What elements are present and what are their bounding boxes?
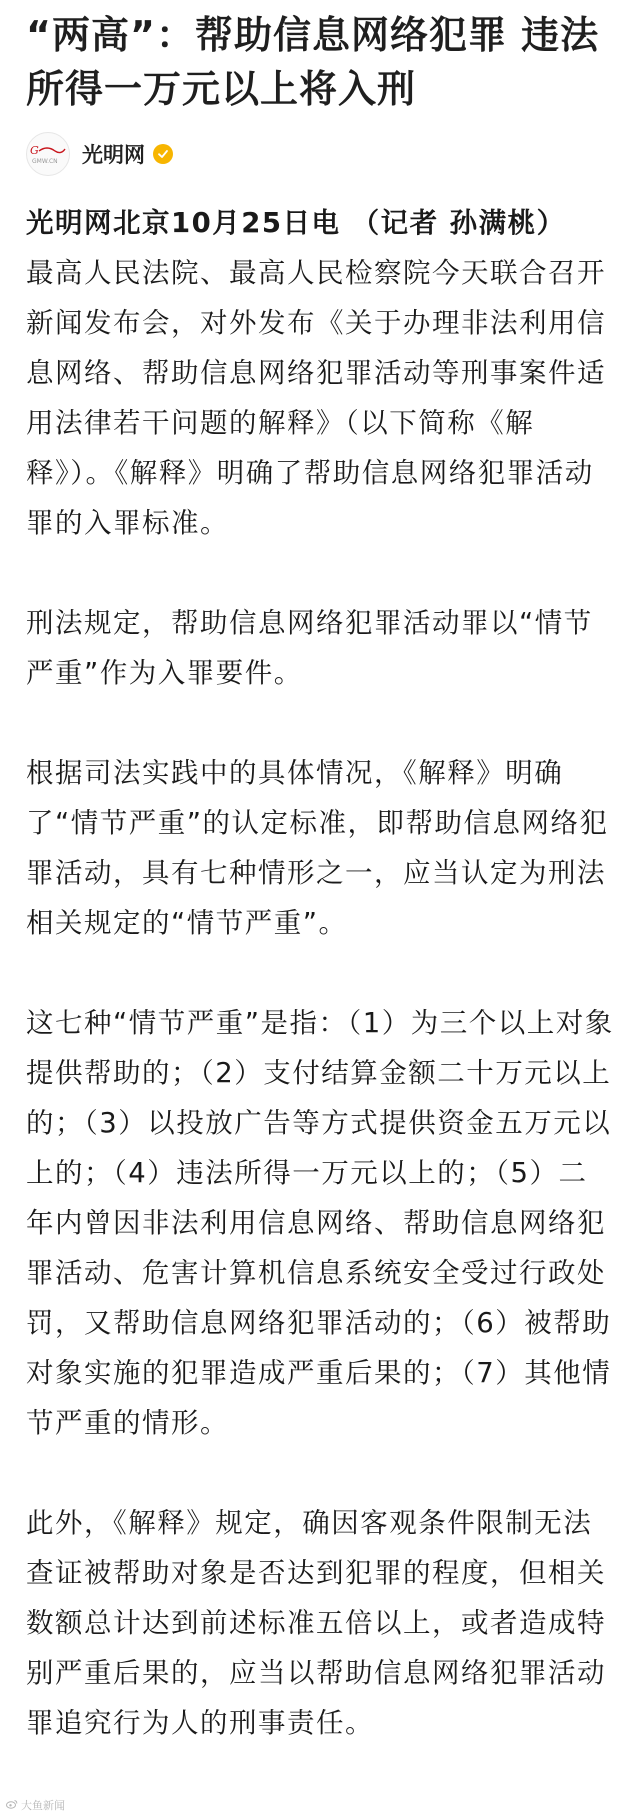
- paragraph-4: 这七种“情节严重”是指：（1）为三个以上对象提供帮助的；（2）支付结算金额二十万元以上的；（3）以投放广告等方式提供资金五万元以上的；（4）违法所得一万元以上的；（5）二年内曾因非法利用信息网络、帮助信息网络犯罪活动、危害计算机信息系统安全受过行政处罚，又帮助信息网络犯罪活动的；（6）被帮助对象实施的犯罪造成严重后果的；（7）其他情节严重的情形。: [26, 1007, 614, 1439]
- paragraph-1: [26, 198, 614, 548]
- article-body: [26, 198, 614, 1748]
- paragraph-text: 最高人民法院、最高人民检察院今天联合召开新闻发布会，对外发布《关于办理非法利用信息网络、帮助信息网络犯罪活动等刑事案件适用法律若干问题的解释》（以下简称《解释》）。《解释》明确了帮助信息网络犯罪活动罪的入罪标准。: [26, 257, 606, 539]
- svg-text:GMW.CN: GMW.CN: [32, 158, 58, 165]
- svg-text:G: G: [30, 144, 39, 157]
- paragraph-2: 刑法规定，帮助信息网络犯罪活动罪以“情节严重”作为入罪要件。: [26, 607, 593, 689]
- article-headline: “两高”：帮助信息网络犯罪 违法所得一万元以上将入刑: [26, 13, 600, 111]
- source-row[interactable]: [26, 132, 614, 176]
- dateline: 光明网北京10月25日电 （记者 孙满桃）: [26, 207, 566, 239]
- watermark: [6, 1797, 65, 1813]
- paragraph-3: 根据司法实践中的具体情况，《解释》明确了“情节严重”的认定标准，即帮助信息网络犯罪活动，具有七种情形之一，应当认定为刑法相关规定的“情节严重”。: [26, 757, 609, 939]
- verified-badge-icon: [153, 144, 173, 164]
- paragraph-5: 此外，《解释》规定，确因客观条件限制无法查证被帮助对象是否达到犯罪的程度，但相关数额总计达到前述标准五倍以上，或者造成特别严重后果的，应当以帮助信息网络犯罪活动罪追究行为人的刑事责任。: [26, 1507, 606, 1739]
- guangming-logo-icon[interactable]: [26, 132, 70, 176]
- source-name[interactable]: 光明网: [82, 143, 145, 167]
- weibo-icon: [6, 1799, 18, 1812]
- watermark-text: 大鱼新闻: [21, 1799, 65, 1812]
